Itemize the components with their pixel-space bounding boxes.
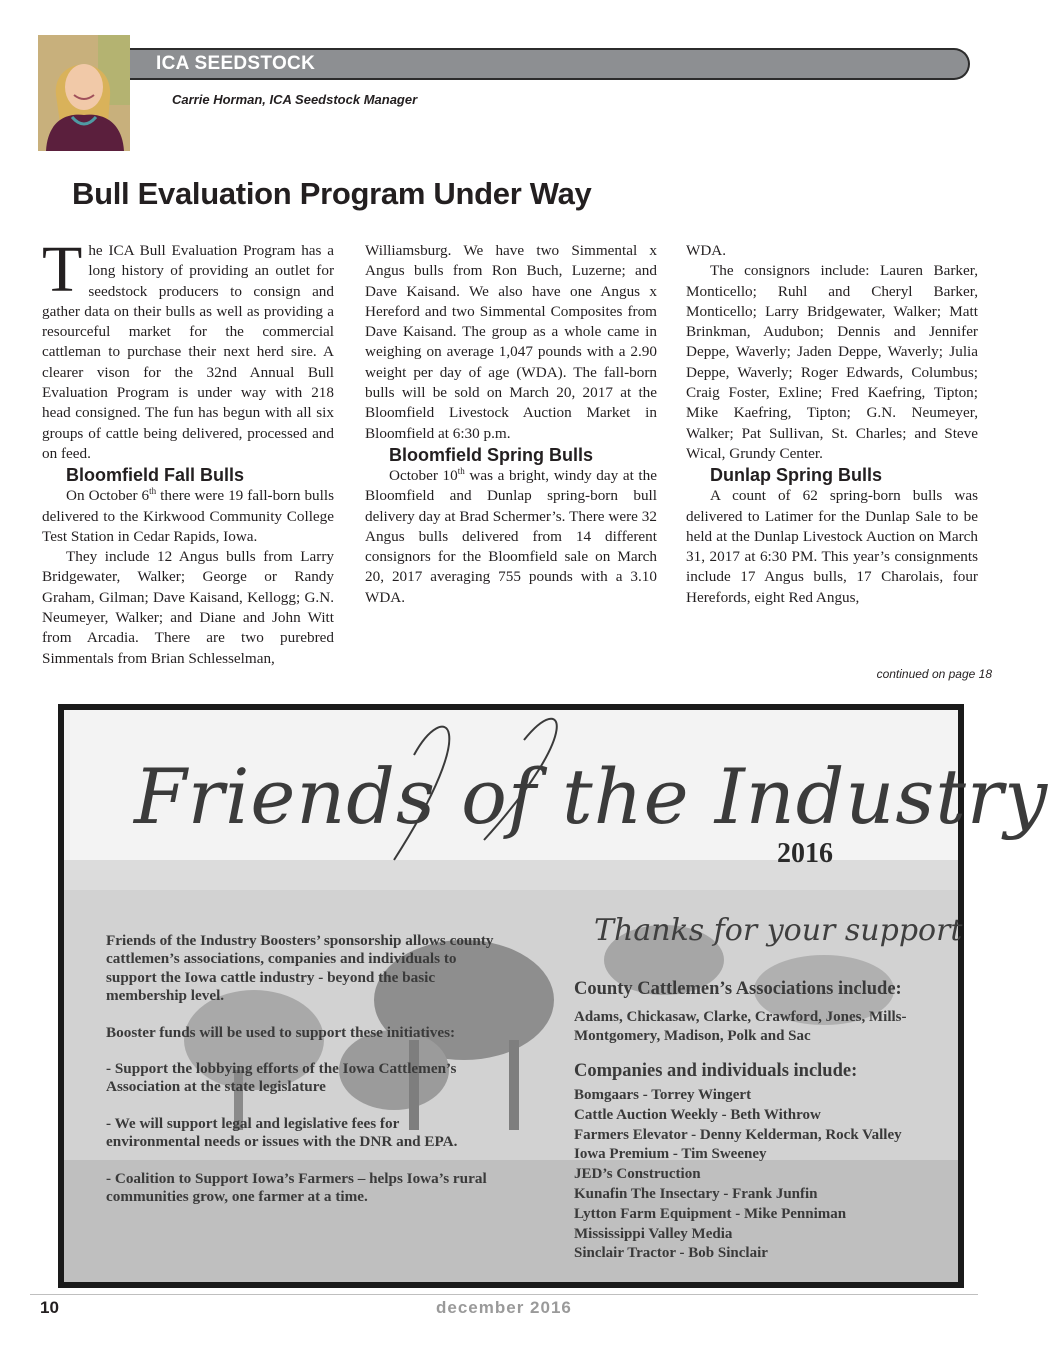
- companies-list: [574, 1086, 954, 1264]
- drop-cap: T: [42, 233, 83, 306]
- list-item: Sinclair Tractor - Bob Sinclair: [574, 1245, 768, 1262]
- subhead-bloomfield-fall: Bloomfield Fall Bulls: [66, 465, 245, 486]
- bloomfield-spring-p1: October 10th was a bright, windy day at the Bloomfield and Dunlap spring-born bull delivery day at Brad Schermer’s. There were 32 Angus bulls delivered from 14 different consignors for the Bloomfield sale on March 20, 2017 averaging 755 pounds with a 3.10 WDA.: [365, 465, 657, 606]
- ad-left-paragraph: Friends of the Industry Boosters’ sponsorship allows county cattlemen’s associations, companies and individuals to support the Iowa cattle industry - beyond the basic membership level.: [106, 932, 494, 1005]
- dunlap-spring-p1: A count of 62 spring-born bulls was delivered to Latimer for the Dunlap Sale to be held at the Dunlap Livestock Auction on March 31, 2017 at 6:30 PM. This year’s consignments include 17 Angus bulls, 17 Charolais, four Herefords, eight Red Angus,: [686, 487, 978, 606]
- article-column-3: [686, 241, 978, 608]
- subhead-bloomfield-spring: Bloomfield Spring Bulls: [389, 444, 594, 465]
- county-list: Adams, Chickasaw, Clarke, Crawford, Jones, Mills-Montgomery, Madison, Polk and Sac: [574, 1009, 907, 1044]
- companies-heading: Companies and individuals include:: [574, 1061, 858, 1081]
- page-number: 10: [40, 1298, 59, 1317]
- author-byline: Carrie Horman, ICA Seedstock Manager: [172, 92, 418, 107]
- subhead-dunlap-spring: Dunlap Spring Bulls: [710, 465, 883, 486]
- ad-year: 2016: [777, 838, 833, 869]
- list-item: Iowa Premium - Tim Sweeney: [574, 1146, 767, 1163]
- article-headline: Bull Evaluation Program Under Way: [72, 176, 592, 211]
- ad-left-paragraph: Booster funds will be used to support these initiatives:: [106, 1023, 456, 1041]
- list-item: Kunafin The Insectary - Frank Junfin: [574, 1185, 818, 1202]
- ad-sponsors: [574, 978, 954, 1264]
- ad-tagline: Thanks for your support: [594, 913, 963, 948]
- bloomfield-spring-p1-continued: WDA.: [686, 242, 727, 259]
- intro-paragraph: The ICA Bull Evaluation Program has a long history of providing an outlet for seedstock producers to consign and gather data on their bulls as well as providing a resourceful market for the commercial cattleman to purchase their next herd sire. A clearer vison for the 32nd Annual Bull Evaluation Program is under way with 218 head consigned. The fun has begun with all six groups of cattle being delivered, processed and on feed.: [42, 233, 334, 462]
- ad-left-paragraph: - Coalition to Support Iowa’s Farmers – helps Iowa’s rural communities grow, one farmer at a time.: [106, 1169, 487, 1206]
- list-item: Cattle Auction Weekly - Beth Withrow: [574, 1106, 821, 1123]
- author-photo: [38, 35, 130, 151]
- ad-booster-info: [106, 932, 496, 1224]
- county-heading: County Cattlemen’s Associations include:: [574, 979, 902, 999]
- section-title: ICA SEEDSTOCK: [156, 53, 316, 74]
- bloomfield-fall-p2: They include 12 Angus bulls from Larry Bridgewater, Walker; George or Randy Graham, Gilman; Dave Kaisand, Kellogg; G.N. Neumeyer, Walker; and Diane and John Witt from Arcadia. There are two purebred Simmentals from Brian Schlesselman,: [42, 548, 334, 667]
- list-item: Mississippi Valley Media: [574, 1225, 733, 1242]
- list-item: Farmers Elevator - Denny Kelderman, Rock Valley: [574, 1126, 902, 1143]
- ad-left-paragraph: - Support the lobbying efforts of the Iowa Cattlemen’s Association at the state legislature: [106, 1060, 457, 1096]
- issue-date: december 2016: [436, 1298, 572, 1317]
- bloomfield-spring-p2: The consignors include: Lauren Barker, Monticello; Ruhl and Cheryl Barker, Monticello; Larry Bridgewater, Walker; Matt Brinkman, Audubon; Dennis and Jennifer Deppe, Waverly; Jaden Deppe, Waverly; Julia Deppe, Waverly; Roger Edwards, Columbus; Craig Foster, Exline; Fred Kaefring, Tipton; Mike Kaefring, Tipton; G.N. Neumeyer, Walker; Pat Sullivan, St. Charles; and Steve Wical, Grundy Center.: [686, 262, 978, 462]
- article-column-2: [365, 241, 657, 606]
- section-banner: [130, 48, 970, 80]
- ad-left-paragraph: - We will support legal and legislative fees for environmental needs or issues with the DNR and EPA.: [106, 1114, 458, 1151]
- list-item: Lytton Farm Equipment - Mike Penniman: [574, 1205, 847, 1222]
- footer-divider: [30, 1294, 978, 1295]
- bloomfield-fall-p1: On October 6th there were 19 fall-born bulls delivered to the Kirkwood Community College Test Station in Cedar Rapids, Iowa.: [42, 486, 334, 545]
- article-column-1: [42, 233, 334, 669]
- ad-title: Friends of the Industry: [134, 752, 1048, 841]
- friends-of-industry-ad: [58, 704, 1048, 1288]
- list-item: JED’s Construction: [574, 1166, 701, 1183]
- list-item: Bomgaars - Torrey Wingert: [574, 1087, 752, 1103]
- bloomfield-fall-p2-continued: Williamsburg. We have two Simmental x Angus bulls from Ron Buch, Luzerne; and Dave Kaisand. We also have one Angus x Hereford and two Simmental Composites from Dave Kaisand. The group as a whole came in weighing on average 1,047 pounds with a 2.90 weight per day of age (WDA). The fall-born bulls will be sold on March 20, 2017 at the Bloomfield Livestock Auction Market in Bloomfield at 6:30 p.m.: [365, 242, 657, 442]
- continued-note: continued on page 18: [876, 667, 992, 681]
